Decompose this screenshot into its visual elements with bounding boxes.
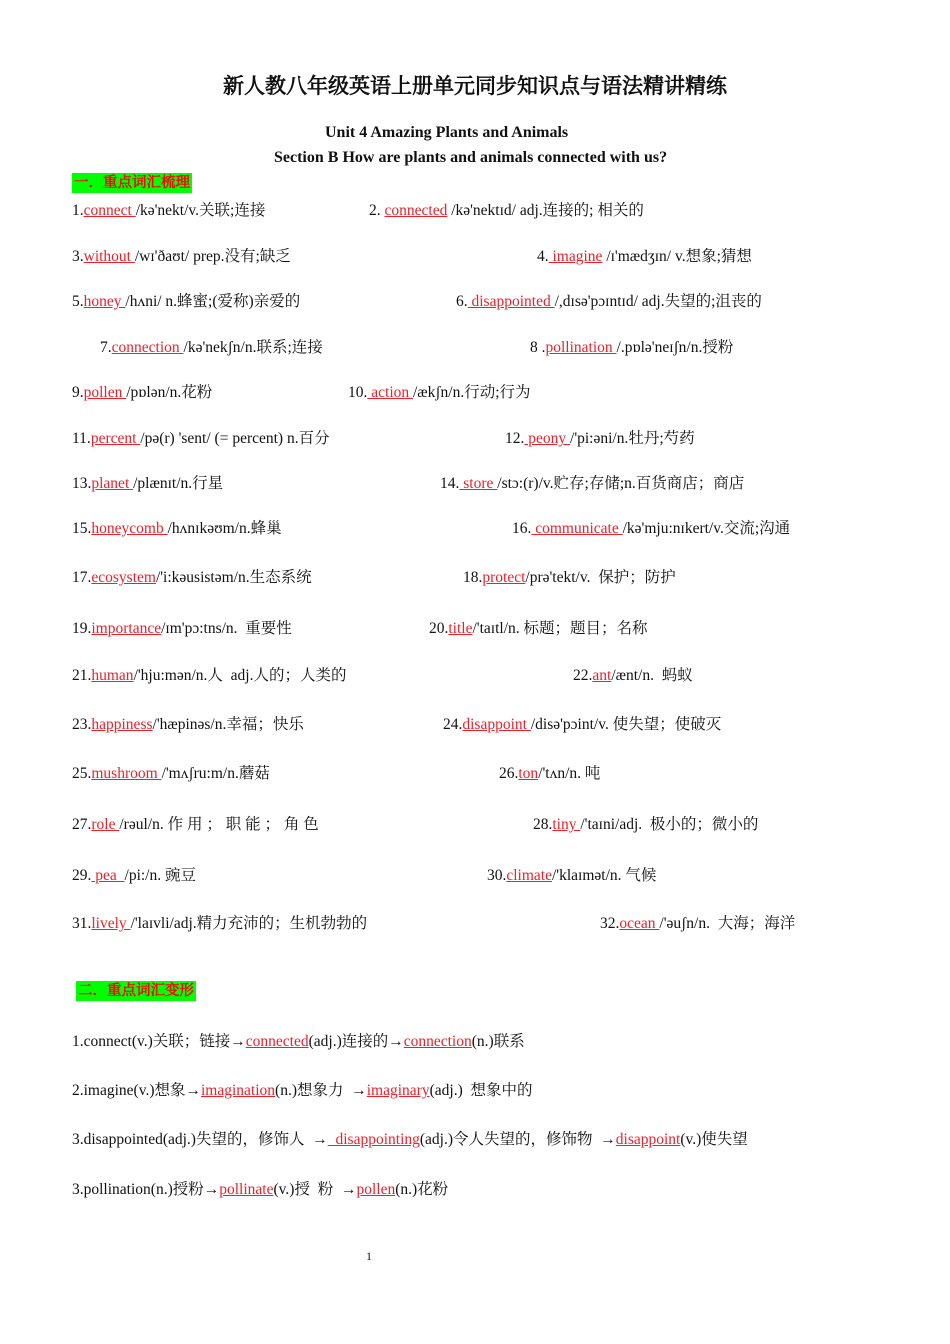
vocab-definition: /kə'nektɪd/ adj.连接的; 相关的: [447, 202, 644, 219]
vocab-number: 17.: [72, 569, 92, 586]
vocab-item: [72, 198, 265, 220]
vocab-word: importance: [91, 620, 162, 637]
vocab-item: [369, 198, 644, 220]
vocab-word: tiny: [552, 816, 581, 833]
word-form-answer: connected: [245, 1033, 309, 1050]
vocab-definition: /pɒlən/n.花粉: [126, 384, 213, 401]
vocab-definition: /kə'nekt/v.关联;连接: [135, 202, 266, 219]
vocab-item: [72, 516, 282, 538]
vocab-definition: /stɔ:(r)/v.贮存;存储;n.百货商店；商店: [497, 475, 745, 492]
vocab-item: [72, 244, 291, 266]
vocab-item: [72, 289, 300, 311]
vocab-definition: /hʌnɪkəʊm/n.蜂巢: [167, 520, 282, 537]
vocab-definition: /'tʌn/n. 吨: [538, 765, 601, 782]
vocab-item: [443, 712, 721, 734]
vocab-word: disappointed: [467, 293, 555, 310]
vocab-number: 30.: [487, 867, 507, 884]
vocab-number: 28.: [533, 816, 553, 833]
vocab-definition: /.pɒlə'neɪʃn/n.授粉: [616, 339, 734, 356]
vocab-word: ton: [518, 765, 539, 782]
vocab-item: [72, 380, 212, 402]
vocab-item: [573, 663, 693, 685]
vocab-item: [600, 911, 795, 933]
vocab-definition: /disə'pɔint/v. 使失望；使破灭: [530, 716, 722, 733]
vocab-item: [72, 761, 270, 783]
vocab-word: without: [83, 248, 135, 265]
vocab-item: [100, 335, 323, 357]
vocab-number: 27.: [72, 816, 92, 833]
vocab-definition: /prə'tekt/v. 保护；防护: [525, 569, 676, 586]
vocab-number: 6.: [456, 293, 468, 310]
vocab-word: human: [91, 667, 134, 684]
vocab-word: communicate: [531, 520, 623, 537]
vocab-number: 12.: [505, 430, 525, 447]
word-form-answer: imaginary: [366, 1082, 430, 1099]
vocab-number: 4.: [537, 248, 549, 265]
vocab-definition: /'hæpinəs/n.幸福；快乐: [152, 716, 304, 733]
vocab-word: protect: [482, 569, 526, 586]
word-form-text: (v.)使失望: [680, 1131, 748, 1148]
vocab-word: disappoint: [462, 716, 531, 733]
vocab-item: [72, 663, 346, 685]
vocab-item: [72, 565, 312, 587]
vocab-word: store: [459, 475, 498, 492]
word-form-answer: disappointing: [327, 1131, 420, 1148]
vocab-number: 32.: [600, 915, 620, 932]
vocab-item: [487, 863, 656, 885]
vocab-definition: /'i:kəusistəm/n.生态系统: [155, 569, 312, 586]
word-form-text: (v.)授 粉 →: [273, 1181, 357, 1198]
vocab-definition: /pi:/n. 豌豆: [124, 867, 196, 884]
word-form-text: (adj.) 想象中的: [429, 1082, 533, 1099]
word-form-text: (n.)花粉: [395, 1181, 449, 1198]
vocab-word: role: [91, 816, 120, 833]
vocab-item: [72, 911, 367, 933]
vocab-word: ocean: [619, 915, 660, 932]
vocab-word: percent: [90, 430, 141, 447]
vocab-number: 20.: [429, 620, 449, 637]
vocab-number: 21.: [72, 667, 92, 684]
vocab-item: [537, 244, 752, 266]
section-title: Section B How are plants and animals connected with us?: [274, 149, 668, 166]
vocab-number: 10.: [348, 384, 368, 401]
vocab-item: [72, 812, 319, 834]
vocab-definition: /pə(r) 'sent/ (= percent) n.百分: [140, 430, 330, 447]
vocab-number: 16.: [512, 520, 532, 537]
vocab-number: 24.: [443, 716, 463, 733]
vocab-definition: /'klaɪmət/n. 气候: [552, 867, 657, 884]
page-title: 新人教八年级英语上册单元同步知识点与语法精讲精练: [223, 73, 727, 98]
vocab-number: 5.: [72, 293, 84, 310]
vocab-item: [533, 812, 758, 834]
heading-vocab-list: 一．重点词汇梳理: [74, 175, 190, 191]
word-form-text: (n.)联系: [471, 1033, 525, 1050]
vocab-word: mushroom: [91, 765, 162, 782]
vocab-item: [72, 863, 196, 885]
vocab-definition: /'laɪvli/adj.精力充沛的；生机勃勃的: [130, 915, 368, 932]
vocab-item: [72, 712, 304, 734]
vocab-word: honeycomb: [91, 520, 168, 537]
word-form-answer: pollen: [356, 1181, 396, 1198]
vocab-definition: /'pi:əni/n.牡丹;芍药: [570, 430, 695, 447]
vocab-word: connected: [384, 202, 448, 219]
vocab-item: [72, 616, 292, 638]
vocab-definition: /,dɪsə'pɔɪntɪd/ adj.失望的;沮丧的: [554, 293, 762, 310]
page-number: 1: [366, 1249, 372, 1263]
word-form-text: (n.)想象力 →: [275, 1082, 367, 1099]
vocab-definition: /'əuʃn/n. 大海；海洋: [659, 915, 796, 932]
word-form-line: [72, 1127, 748, 1149]
word-form-text: 3.pollination(n.)授粉→: [72, 1181, 220, 1198]
vocab-item: [530, 335, 733, 357]
vocab-definition: /ɪ'mædʒɪn/ v.想象;猜想: [602, 248, 752, 265]
vocab-number: 29.: [72, 867, 92, 884]
heading-word-forms: 二．重点词汇变形: [78, 983, 194, 999]
word-form-text: 1.connect(v.)关联；链接→: [72, 1033, 246, 1050]
unit-title: Unit 4 Amazing Plants and Animals: [325, 124, 569, 141]
vocab-word: honey: [83, 293, 126, 310]
vocab-item: [348, 380, 531, 402]
vocab-number: 1.: [72, 202, 84, 219]
vocab-word: pea: [91, 867, 125, 884]
vocab-definition: /rəul/n. 作 用 ； 职 能 ； 角 色: [119, 816, 319, 833]
word-form-answer: pollinate: [219, 1181, 274, 1198]
vocab-word: imagine: [548, 248, 603, 265]
vocab-item: [72, 426, 330, 448]
vocab-number: 31.: [72, 915, 92, 932]
vocab-definition: /plænɪt/n.行星: [133, 475, 224, 492]
vocab-word: pollination: [545, 339, 617, 356]
vocab-item: [456, 289, 762, 311]
vocab-item: [505, 426, 695, 448]
word-form-line: [72, 1029, 525, 1051]
vocab-definition: /ænt/n. 蚂蚁: [611, 667, 693, 684]
vocab-number: 7.: [100, 339, 112, 356]
word-form-text: 3.disappointed(adj.)失望的，修饰人 →: [72, 1131, 328, 1148]
vocab-word: happiness: [91, 716, 153, 733]
vocab-number: 22.: [573, 667, 593, 684]
vocab-definition: /'taɪni/adj. 极小的；微小的: [580, 816, 759, 833]
vocab-definition: /ækʃn/n.行动;行为: [413, 384, 531, 401]
vocab-number: 3.: [72, 248, 84, 265]
vocab-number: 15.: [72, 520, 92, 537]
vocab-number: 14.: [440, 475, 460, 492]
vocab-word: climate: [506, 867, 552, 884]
vocab-word: lively: [91, 915, 131, 932]
vocab-word: connect: [83, 202, 136, 219]
vocab-item: [72, 471, 223, 493]
vocab-item: [429, 616, 648, 638]
vocab-number: 8 .: [530, 339, 546, 356]
word-form-text: (adj.)连接的→: [308, 1033, 404, 1050]
word-form-text: (adj.)令人失望的，修饰物 →: [419, 1131, 616, 1148]
vocab-word: peony: [524, 430, 571, 447]
word-form-line: [72, 1078, 532, 1100]
vocab-number: 2.: [369, 202, 385, 219]
vocab-word: connection: [111, 339, 184, 356]
vocab-definition: /wɪ'ðaʊt/ prep.没有;缺乏: [134, 248, 291, 265]
vocab-item: [463, 565, 676, 587]
vocab-word: planet: [91, 475, 134, 492]
vocab-definition: /'taɪtl/n. 标题；题目；名称: [472, 620, 648, 637]
vocab-word: ant: [592, 667, 612, 684]
vocab-word: pollen: [83, 384, 127, 401]
word-form-text: 2.imagine(v.)想象→: [72, 1082, 201, 1099]
vocab-definition: /kə'nekʃn/n.联系;连接: [183, 339, 323, 356]
vocab-number: 9.: [72, 384, 84, 401]
vocab-number: 25.: [72, 765, 92, 782]
vocab-definition: /kə'mju:nɪkert/v.交流;沟通: [622, 520, 791, 537]
vocab-word: action: [367, 384, 413, 401]
vocab-word: ecosystem: [91, 569, 156, 586]
word-form-answer: disappoint: [615, 1131, 681, 1148]
vocab-number: 26.: [499, 765, 519, 782]
vocab-definition: /ɪm'pɔ:tns/n. 重要性: [161, 620, 292, 637]
vocab-item: [512, 516, 790, 538]
vocab-number: 19.: [72, 620, 92, 637]
vocab-number: 23.: [72, 716, 92, 733]
word-form-line: [72, 1177, 448, 1199]
vocab-number: 11.: [72, 430, 91, 447]
vocab-item: [499, 761, 600, 783]
vocab-number: 13.: [72, 475, 92, 492]
word-form-answer: imagination: [201, 1082, 276, 1099]
vocab-item: [440, 471, 744, 493]
vocab-definition: /'mʌʃru:m/n.蘑菇: [161, 765, 270, 782]
vocab-word: title: [448, 620, 473, 637]
vocab-definition: /'hju:mən/n.人 adj.人的；人类的: [133, 667, 347, 684]
vocab-definition: /hʌni/ n.蜂蜜;(爱称)亲爱的: [125, 293, 301, 310]
word-form-answer: connection: [403, 1033, 472, 1050]
vocab-number: 18.: [463, 569, 483, 586]
